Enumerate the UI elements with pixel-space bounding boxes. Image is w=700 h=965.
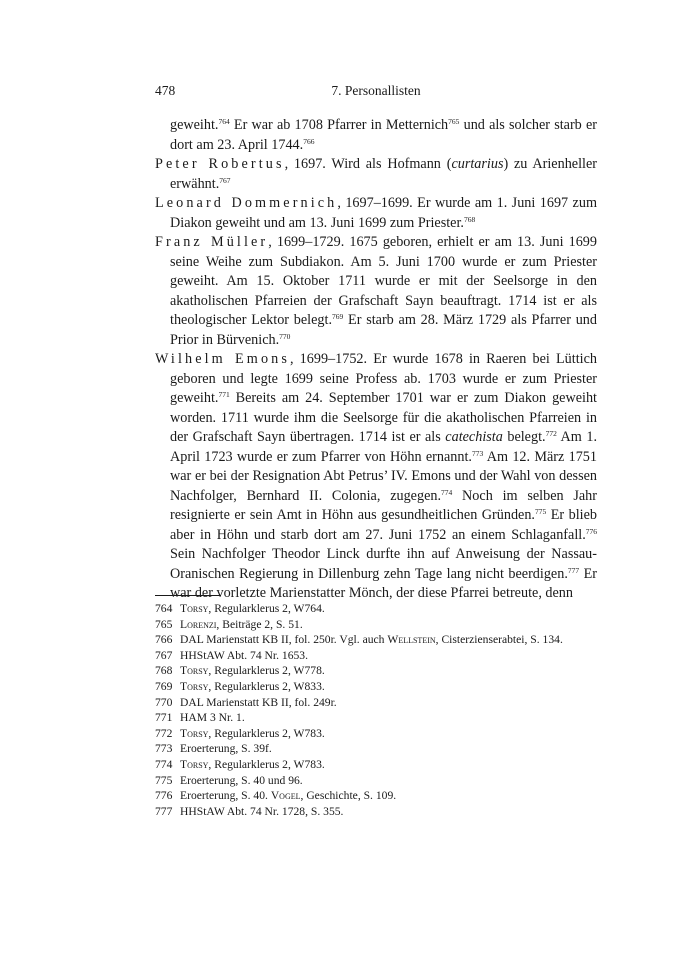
text-run: ) zu Arienheller erwähnt. <box>170 156 597 192</box>
text-run: , 1699–1752. Er wurde 1678 in Raeren bei Lüttich geboren und legte 1699 seine Profess ab. 1703 wurde er zum Priester geweiht. <box>170 351 597 406</box>
running-title: 7. Personallisten <box>331 83 421 98</box>
footnote-number: 775 <box>155 773 173 787</box>
text-run: belegt. <box>502 429 546 445</box>
text-run: Am 1. April 1723 wurde er zum Pfarrer von Höhn ernannt. <box>170 429 597 465</box>
text-run: HHStAW Abt. 74 Nr. 1653. <box>180 648 309 662</box>
author-name: Torsy <box>180 664 209 678</box>
footnote-ref: 770 <box>279 331 291 341</box>
text-run: DAL Marienstatt KB II, fol. 249r. <box>180 695 337 709</box>
person-entry <box>155 233 597 350</box>
footnote-number: 770 <box>155 695 173 709</box>
author-name: Torsy <box>180 602 209 615</box>
footnote-ref: 775 <box>534 507 547 516</box>
footnote-ref: 769 <box>332 312 344 321</box>
author-name: Torsy <box>180 679 209 693</box>
text-run: Bereits am 24. September 1701 war er zum Diakon geweiht worden. 1711 wurde ihm die Seelsorge für die akatholischen Pfarreien in der Grafschaft Sayn übertragen. 1714 ist er als <box>170 390 597 445</box>
text-run: , 1699–1729. 1675 geboren, erhielt er am 13. Juni 1699 seine Weihe zum Subdiakon. Am 5. Juni 1700 wurde er zum Priester geweiht. Am 15. Oktober 1711 wurde er mit der Seelsorge in den akatholischen Pfarreien der Grafschaft Sayn beauftragt. 1714 ist er als theologischer Lektor belegt. <box>170 234 597 328</box>
footnote <box>155 663 597 679</box>
footnote-ref: 776 <box>585 526 597 536</box>
text-run: HAM 3 Nr. 1. <box>180 711 245 725</box>
text-run: , Cisterzienserabtei, S. 134. <box>435 633 563 647</box>
text-run: DAL Marienstatt KB II, fol. 250r. Vgl. auch <box>180 633 388 647</box>
text-run: Noch im selben Jahr resignierte er sein Amt in Höhn aus gesundheitlichen Gründen. <box>170 487 598 523</box>
text-run: Eroerterung, S. 40. <box>180 789 271 803</box>
footnote-number: 777 <box>155 804 173 818</box>
text-run: , Regularklerus 2, W778. <box>208 664 325 678</box>
footnote-text <box>180 710 245 726</box>
footnote-ref: 773 <box>471 448 484 458</box>
text-run: Er starb am 28. März 1729 als Pfarrer und Prior in Bürvenich. <box>170 312 597 348</box>
footnote <box>155 679 597 695</box>
text-run: , 1697. Wird als Hofmann ( <box>284 156 452 172</box>
person-name: Leonard Dommernich <box>155 195 338 211</box>
footnote-text <box>180 679 325 695</box>
footnote <box>155 601 597 617</box>
footnote <box>155 710 597 726</box>
footnote-text <box>180 648 308 664</box>
text-run: , Geschichte, S. 109. <box>300 789 397 803</box>
person-name: Peter Robertus <box>155 156 285 172</box>
footnote-text <box>180 726 325 742</box>
text-run: , Regularklerus 2, W764. <box>208 602 325 615</box>
footnote <box>155 757 597 773</box>
text-run: Eroerterung, S. 40 und 96. <box>180 773 303 787</box>
page-header <box>155 83 597 103</box>
text-run: , Regularklerus 2, W783. <box>208 757 325 771</box>
italic-term: curtarius <box>451 156 504 172</box>
continued-paragraph <box>155 116 597 155</box>
footnote <box>155 726 597 742</box>
text-run: Er blieb aber in Höhn und starb dort am 27. Juni 1752 an einem Schlaganfall. <box>170 507 597 543</box>
footnote-text <box>180 601 325 617</box>
footnote-text <box>180 617 303 633</box>
footnote-text <box>180 632 563 648</box>
text-run: und als solcher starb er dort am 23. April 1744. <box>170 117 597 153</box>
footnote-number: 766 <box>155 633 173 647</box>
footnote <box>155 695 597 711</box>
text-run: Sein Nachfolger Theodor Linck durfte ihn auf Anweisung der Nassau-Oranischen Regierung in Dillenburg zehn Tage lang nicht beerdigen. <box>170 546 597 582</box>
footnote-ref: 777 <box>567 565 580 575</box>
footnote-number: 768 <box>155 664 173 678</box>
footnote-text <box>180 695 337 711</box>
footnote-ref: 767 <box>219 175 231 185</box>
author-name: Torsy <box>180 757 209 771</box>
footnote-number: 769 <box>155 679 173 693</box>
footnote-number: 764 <box>155 602 173 615</box>
text-run: Er war ab 1708 Pfarrer in Metternich <box>229 117 449 133</box>
footnote-number: 772 <box>155 726 173 740</box>
footnote-ref: 772 <box>545 429 557 438</box>
person-entry <box>155 194 597 233</box>
main-text <box>155 116 597 604</box>
footnote-text <box>180 757 325 773</box>
person-entry <box>155 350 597 604</box>
footnote-number: 765 <box>155 617 173 631</box>
footnotes <box>155 601 597 819</box>
footnote <box>155 741 597 757</box>
author-name: Lorenzi <box>180 617 217 631</box>
person-entry <box>155 155 597 194</box>
author-name: Wellstein <box>387 633 436 647</box>
footnote-text <box>180 741 272 757</box>
page-number: 478 <box>155 83 176 98</box>
author-name: Vogel <box>270 789 301 803</box>
text-run: Er war der vorletzte Marienstatter Mönch, der diese Pfarrei betreute, denn <box>170 565 597 601</box>
footnote-ref: 768 <box>463 214 476 224</box>
footnote <box>155 804 597 820</box>
footnote <box>155 648 597 664</box>
person-name: Wilhelm Emons <box>155 351 290 367</box>
italic-term: catechista <box>445 429 503 445</box>
footnote-text <box>180 804 343 820</box>
footnote <box>155 788 597 804</box>
text-run: , Beiträge 2, S. 51. <box>216 617 303 631</box>
text-run: HHStAW Abt. 74 Nr. 1728, S. 355. <box>180 804 344 818</box>
text-run: , 1697–1699. Er wurde am 1. Juni 1697 zum Diakon geweiht und am 13. Juni 1699 zum Priester. <box>170 195 597 231</box>
footnote-separator <box>155 595 221 596</box>
text-run: Am 12. März 1751 war er bei der Resignation Abt Petrus’ IV. Emons und der Wahl von dessen Nachfolger, Bernhard II. Colonia, zugegen. <box>170 448 597 504</box>
footnote-text <box>180 788 396 804</box>
text-run: , Regularklerus 2, W783. <box>208 726 325 740</box>
footnote-ref: 764 <box>218 117 230 126</box>
footnote <box>155 617 597 633</box>
footnote-text <box>180 773 303 789</box>
footnote-text <box>180 663 325 679</box>
footnote <box>155 632 597 648</box>
footnote <box>155 773 597 789</box>
footnote-ref: 771 <box>218 390 230 399</box>
person-name: Franz Müller <box>155 234 269 250</box>
text-run: Eroerterung, S. 39f. <box>180 742 272 756</box>
text-run: , Regularklerus 2, W833. <box>208 679 325 693</box>
author-name: Torsy <box>180 726 209 740</box>
footnote-number: 773 <box>155 742 173 756</box>
footnote-ref: 774 <box>441 487 453 497</box>
footnote-ref: 766 <box>303 136 315 146</box>
footnote-number: 774 <box>155 757 173 771</box>
footnote-ref: 765 <box>448 117 460 126</box>
footnote-number: 767 <box>155 648 173 662</box>
footnote-number: 771 <box>155 711 173 725</box>
text-run: geweiht. <box>170 117 219 133</box>
footnote-number: 776 <box>155 789 173 803</box>
